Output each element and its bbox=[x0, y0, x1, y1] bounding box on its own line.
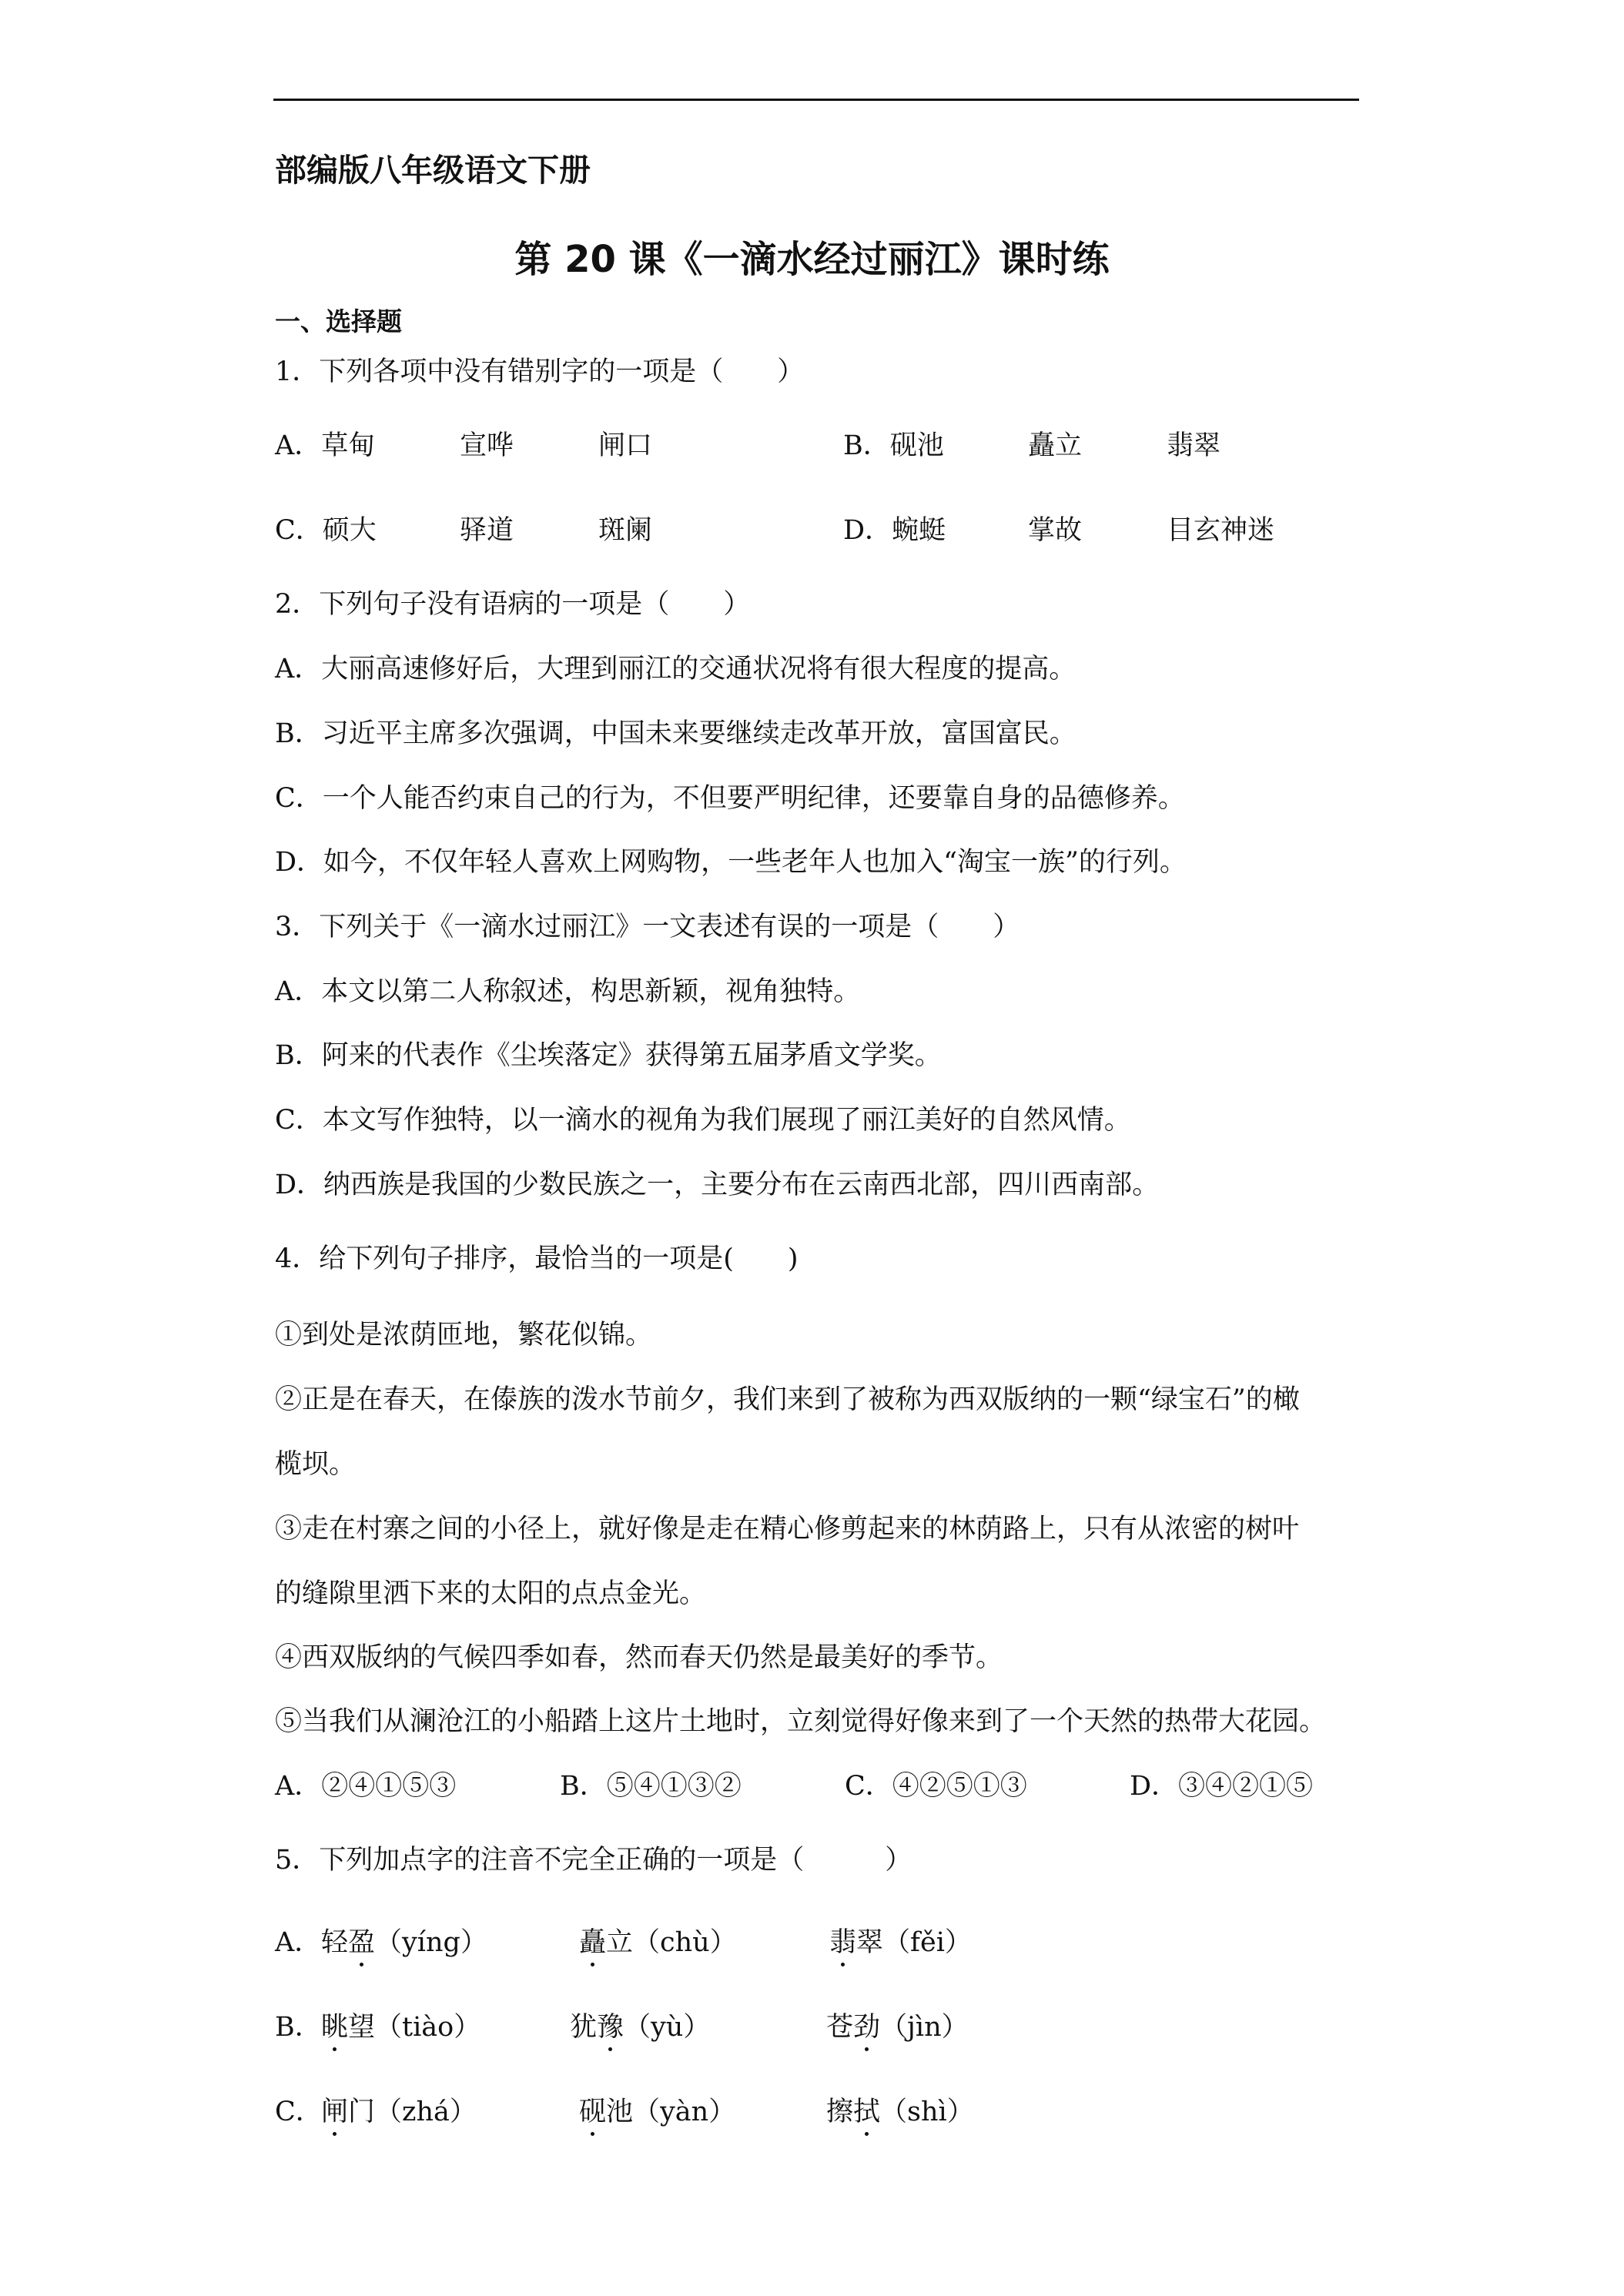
q5-option-b-item2: 犹豫（yù） bbox=[570, 2012, 711, 2043]
q5-option-a-item2: 矗立（chù） bbox=[579, 1927, 737, 1958]
q5-option-c-item2: 砚池（yàn） bbox=[579, 2097, 736, 2127]
q1-option-b-word2: 矗立 bbox=[1028, 430, 1083, 461]
emphasis-dot-char: 豫 bbox=[597, 2012, 624, 2043]
section-heading: 一、选择题 bbox=[275, 306, 402, 336]
q2-option-c: C．一个人能否约束自己的行为，不但要严明纪律，还要靠自身的品德修养。 bbox=[275, 783, 1185, 814]
q3-option-b: B．阿来的代表作《尘埃落定》获得第五届茅盾文学奖。 bbox=[275, 1040, 942, 1071]
q4-option-b: B．⑤④①③② bbox=[560, 1771, 742, 1802]
q5-option-b-item1: 眺望（tiào） bbox=[321, 2012, 481, 2043]
book-header: 部编版八年级语文下册 bbox=[275, 152, 591, 189]
q4-option-d: D．③④②①⑤ bbox=[1130, 1771, 1314, 1802]
q1-option-a-word2: 宣哗 bbox=[460, 430, 514, 461]
q1-option-d-word3: 目玄神迷 bbox=[1167, 515, 1275, 546]
q3-stem: 3．下列关于《一滴水过丽江》一文表述有误的一项是（ ） bbox=[275, 912, 1020, 942]
q1-option-a-word3: 闸口 bbox=[598, 430, 653, 461]
q4-option-c: C．④②⑤①③ bbox=[845, 1771, 1027, 1802]
emphasis-dot-char: 砚 bbox=[579, 2097, 607, 2127]
q2-option-d: D．如今，不仅年轻人喜欢上网购物，一些老年人也加入“淘宝一族”的行列。 bbox=[275, 847, 1187, 878]
q1-option-a-label: A．草甸 bbox=[275, 430, 376, 461]
q5-option-c-label: C． bbox=[275, 2097, 323, 2127]
header-rule bbox=[273, 99, 1359, 101]
q1-option-c-label: C．硕大 bbox=[275, 515, 377, 546]
q4-option-a: A．②④①⑤③ bbox=[275, 1771, 457, 1802]
emphasis-dot-char: 眺 bbox=[321, 2012, 349, 2043]
q4-sentence-4: ④西双版纳的气候四季如春，然而春天仍然是最美好的季节。 bbox=[275, 1642, 1003, 1673]
q5-option-a-item3: 翡翠（fěi） bbox=[829, 1927, 972, 1958]
emphasis-dot-char: 劲 bbox=[853, 2012, 881, 2043]
q4-sentence-5: ⑤当我们从澜沧江的小船踏上这片土地时，立刻觉得好像来到了一个天然的热带大花园。 bbox=[275, 1706, 1327, 1737]
q5-option-a-item1: 轻盈（yíng） bbox=[321, 1927, 487, 1958]
q2-option-a: A．大丽高速修好后，大理到丽江的交通状况将有很大程度的提高。 bbox=[275, 654, 1077, 684]
q4-stem: 4．给下列句子排序，最恰当的一项是( ) bbox=[275, 1243, 799, 1274]
q4-sentence-3-cont: 的缝隙里洒下来的太阳的点点金光。 bbox=[275, 1578, 707, 1609]
q5-stem: 5．下列加点字的注音不完全正确的一项是（ ） bbox=[275, 1845, 912, 1876]
q1-option-d-label: D．蜿蜓 bbox=[843, 515, 946, 546]
q5-option-c-item1: 闸门（zhá） bbox=[321, 2097, 477, 2127]
q5-option-b-label: B． bbox=[275, 2012, 322, 2043]
q2-stem: 2．下列句子没有语病的一项是（ ） bbox=[275, 589, 751, 620]
q2-option-b: B．习近平主席多次强调，中国未来要继续走改革开放，富国富民。 bbox=[275, 718, 1077, 749]
q1-option-c-word2: 驿道 bbox=[460, 515, 514, 546]
q1-option-c-word3: 斑阑 bbox=[598, 515, 653, 546]
q1-option-b-label: B．砚池 bbox=[843, 430, 944, 461]
q5-option-b-item3: 苍劲（jìn） bbox=[826, 2012, 969, 2043]
emphasis-dot-char: 盈 bbox=[348, 1927, 376, 1958]
q5-option-c-item3: 擦拭（shì） bbox=[826, 2097, 974, 2127]
q3-option-d: D．纳西族是我国的少数民族之一，主要分布在云南西北部，四川西南部。 bbox=[275, 1170, 1160, 1200]
q4-sentence-2: ②正是在春天，在傣族的泼水节前夕，我们来到了被称为西双版纳的一颗“绿宝石”的橄 bbox=[275, 1384, 1300, 1415]
q1-option-d-word2: 掌故 bbox=[1028, 515, 1083, 546]
q4-sentence-1: ①到处是浓荫匝地，繁花似锦。 bbox=[275, 1320, 653, 1350]
q1-option-b-word3: 翡翠 bbox=[1167, 430, 1221, 461]
emphasis-dot-char: 矗 bbox=[579, 1927, 607, 1958]
q1-stem: 1．下列各项中没有错别字的一项是（ ） bbox=[275, 356, 805, 387]
q3-option-c: C．本文写作独特，以一滴水的视角为我们展现了丽江美好的自然风情。 bbox=[275, 1105, 1131, 1136]
emphasis-dot-char: 闸 bbox=[321, 2097, 349, 2127]
q5-option-a-label: A． bbox=[275, 1927, 322, 1958]
q4-sentence-3: ③走在村寨之间的小径上，就好像是走在精心修剪起来的林荫路上，只有从浓密的树叶 bbox=[275, 1514, 1300, 1545]
emphasis-dot-char: 翡 bbox=[829, 1927, 857, 1958]
lesson-title: 第 20 课《一滴水经过丽江》课时练 bbox=[514, 238, 1110, 281]
q3-option-a: A．本文以第二人称叙述，构思新颖，视角独特。 bbox=[275, 976, 861, 1007]
q4-sentence-2-cont: 榄坝。 bbox=[275, 1449, 357, 1480]
emphasis-dot-char: 拭 bbox=[853, 2097, 881, 2127]
